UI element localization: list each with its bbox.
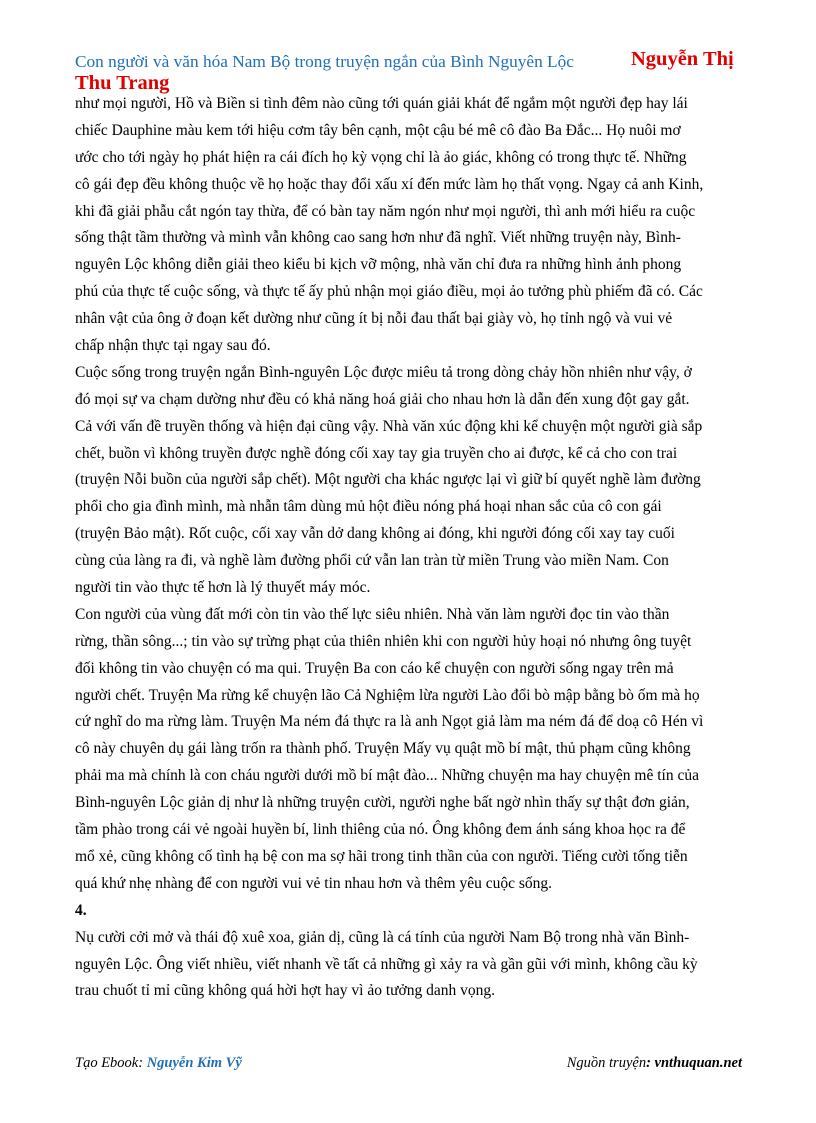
body-line: (truyện Bảo mật). Rốt cuộc, cối xay vẫn dở dang không ai đóng, khi người đóng cối xay tay cuối bbox=[75, 525, 675, 543]
footer-ebook-credit: Tạo Ebook: Nguyễn Kim Vỹ bbox=[75, 1055, 242, 1071]
body-line: tầm phào trong cái vẻ ngoài huyền bí, linh thiêng của nó. Ông không đem ánh sáng khoa học ra để bbox=[75, 821, 686, 839]
body-line: chấp nhận thực tại ngay sau đó. bbox=[75, 337, 271, 355]
body-line: trau chuốt tỉ mỉ cũng không quá hời hợt hay vì ảo tưởng danh vọng. bbox=[75, 982, 495, 1000]
body-line: phổi cho gia đình mình, mà nhẫn tâm dùng mủ hột điều nóng phá hoại nhan sắc của cô con gái bbox=[75, 498, 662, 516]
footer-ebook-label: Tạo Ebook bbox=[75, 1055, 139, 1071]
section-number: 4. bbox=[75, 901, 87, 919]
body-line: cô gái đẹp đều không thuộc về họ hoặc thay đổi xấu xí đến mức làm họ thất vọng. Ngay cả anh Kinh, bbox=[75, 175, 704, 193]
body-text bbox=[75, 91, 747, 1005]
author-name-line2: Thu Trang bbox=[75, 72, 170, 94]
body-line: cùng của làng ra đi, và nghề làm đường phổi cứ vẫn lan tràn từ miền Trung vào miền Nam. Con bbox=[75, 552, 669, 570]
body-line: như mọi người, Hồ và Biền si tình đêm nào cũng tới quán giải khát để ngắm một người đẹp hay lái bbox=[75, 95, 688, 112]
page-footer bbox=[75, 1055, 742, 1079]
body-line: quá khứ nhẹ nhàng để con người vui vẻ tin nhau hơn và thêm yêu cuộc sống. bbox=[75, 874, 552, 892]
body-line: người chết. Truyện Ma rừng kể chuyện lão Cả Nghiệm lừa người Lào đổi bò mập bằng bò ốm mà họ bbox=[75, 686, 700, 704]
body-line: cứ nghĩ do ma rừng làm. Truyện Ma ném đá thực ra là anh Ngọt giả làm ma ném đá để doạ cô Hén vì bbox=[75, 713, 704, 731]
body-line: người tin vào thực tế hơn là lý thuyết máy móc. bbox=[75, 579, 371, 597]
body-line: cô này chuyên dụ gái làng trốn ra thành phố. Truyện Mấy vụ quật mồ bí mật, thủ phạm cũng không bbox=[75, 740, 691, 758]
footer-source-site: vnthuquan.net bbox=[654, 1055, 742, 1071]
body-line: Cuộc sống trong truyện ngắn Bình-nguyên Lộc được miêu tả trong dòng chảy hồn nhiên như vậy, ở bbox=[75, 363, 692, 381]
footer-source-label: Nguồn truyện bbox=[566, 1055, 647, 1071]
footer-source-credit: Nguồn truyện: vnthuquan.net bbox=[566, 1055, 742, 1071]
header-title: Con người và văn hóa Nam Bộ trong truyện ngắn của Bình Nguyên Lộc bbox=[75, 52, 574, 71]
body-line: nguyên Lộc. Ông viết nhiều, viết nhanh về tất cả những gì xảy ra và gần gũi với mình, không cầu kỳ bbox=[75, 955, 698, 973]
body-line: Con người của vùng đất mới còn tin vào thế lực siêu nhiên. Nhà văn làm người đọc tin vào thần bbox=[75, 605, 670, 623]
body-line: Nụ cười cởi mở và thái độ xuê xoa, giản dị, cũng là cá tính của người Nam Bộ trong nhà văn Bình- bbox=[75, 928, 690, 946]
body-line: nhân vật của ông ở đoạn kết dường như cũng ít bị nỗi đau thất bại giày vò, họ tỉnh ngộ và vui vẻ bbox=[75, 310, 673, 328]
body-line: nguyên Lộc không diễn giải theo kiểu bi kịch vỡ mộng, nhà văn chỉ đưa ra những hình ảnh phong bbox=[75, 256, 682, 274]
body-line: Cả với vấn đề truyền thống và hiện đại cũng vậy. Nhà văn xúc động khi kể chuyện một người già sắp bbox=[75, 417, 703, 435]
body-line: Bình-nguyên Lộc giản dị như là những truyện cười, người nghe bất ngờ nhìn thấy sự thật đơn giản, bbox=[75, 794, 690, 812]
body-line: phải ma mà chính là con cháu người dưới mồ bí mật đào... Những chuyện ma hay chuyện mê tín của bbox=[75, 767, 699, 785]
author-name-line1: Nguyễn Thị bbox=[631, 48, 734, 70]
body-line: sống thật tầm thường và mình vẫn không cao sang hơn như đã nghĩ. Viết những truyện này, Bình- bbox=[75, 229, 681, 247]
body-line: ước cho tới ngày họ phát hiện ra cái đích họ kỳ vọng chỉ là ảo giác, không có trong thực tế. Những bbox=[75, 148, 687, 166]
body-line: đó mọi sự va chạm dường như đều có khả năng hoá giải cho nhau hơn là dẫn đến xung đột gay gắt. bbox=[75, 390, 690, 408]
body-line: khi đã giải phẫu cắt ngón tay thừa, để có bàn tay năm ngón như mọi người, thì anh mới hiểu ra cuộc bbox=[75, 202, 696, 220]
body-line: rừng, thần sông...; tin vào sự trừng phạt của thiên nhiên khi con người hủy hoại nó nhưng ông tuyệt bbox=[75, 632, 692, 650]
body-line: đối không tin vào chuyện có ma qui. Truyện Ba con cáo kể chuyện con người sống ngay trên mả bbox=[75, 659, 674, 677]
body-line: chết, buồn vì không truyền được nghề đóng cối xay tay gia truyền cho ai được, kể cả cho con trai bbox=[75, 444, 678, 462]
body-line: (truyện Nỗi buồn của người sắp chết). Một người cha khác ngược lại vì giữ bí quyết nghề làm đường bbox=[75, 471, 701, 489]
body-line: phú của thực tế cuộc sống, và thực tế ấy phủ nhận mọi giáo điều, mọi ảo tưởng phù phiếm đã có. Các bbox=[75, 283, 703, 301]
body-line: mổ xẻ, cũng không cố tình hạ bệ con ma sợ hãi trong tinh thần của con người. Tiếng cười tống tiễn bbox=[75, 847, 688, 865]
body-line: chiếc Dauphine màu kem tới hiệu cơm tây bên cạnh, một cậu bé mê cô đào Ba Đắc... Họ nuôi mơ bbox=[75, 121, 681, 139]
footer-ebook-name: Nguyễn Kim Vỹ bbox=[146, 1055, 242, 1071]
